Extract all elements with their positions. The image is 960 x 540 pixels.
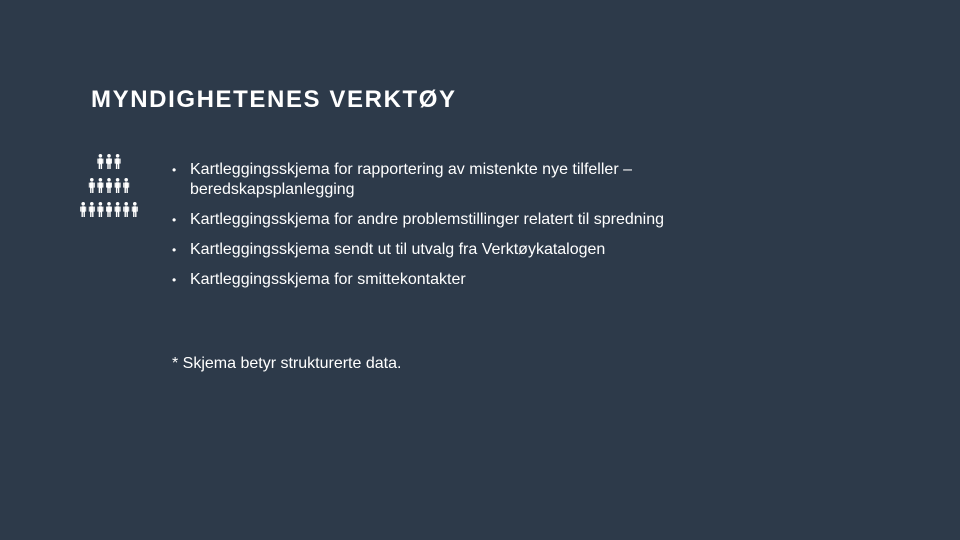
bullet-dot: • <box>172 243 177 257</box>
person-figure <box>89 202 95 217</box>
person-figure <box>115 178 121 193</box>
person-figure <box>106 202 112 217</box>
person-figure <box>115 202 121 217</box>
person-figure <box>132 202 138 217</box>
person-figure <box>97 202 103 217</box>
person-figure <box>106 178 112 193</box>
bullet-dot: • <box>172 163 177 177</box>
bullet-item <box>170 160 790 200</box>
bullet-text: Kartleggingsskjema for rapportering av mistenkte nye tilfeller – beredskapsplanlegging <box>190 161 632 198</box>
bullet-item <box>170 210 790 230</box>
footnote: * Skjema betyr strukturerte data. <box>172 355 402 372</box>
bullet-item <box>170 270 790 290</box>
person-figure <box>80 202 86 217</box>
person-figure <box>123 202 129 217</box>
person-figure <box>106 154 112 169</box>
bullet-text: Kartleggingsskjema sendt ut til utvalg fra Verktøykatalogen <box>190 241 606 258</box>
people-group-icon <box>78 152 140 222</box>
person-figure <box>97 178 103 193</box>
bullet-text: Kartleggingsskjema for smittekontakter <box>190 271 466 288</box>
bullet-item <box>170 240 790 260</box>
bullet-list <box>170 160 790 300</box>
person-figure <box>123 178 129 193</box>
person-figure <box>115 154 121 169</box>
bullet-text: Kartleggingsskjema for andre problemstillinger relatert til spredning <box>190 211 665 228</box>
bullet-dot: • <box>172 213 177 227</box>
bullet-dot: • <box>172 273 177 287</box>
slide-title: MYNDIGHETENES VERKTØY <box>91 86 457 113</box>
person-figure <box>89 178 95 193</box>
person-figure <box>97 154 103 169</box>
